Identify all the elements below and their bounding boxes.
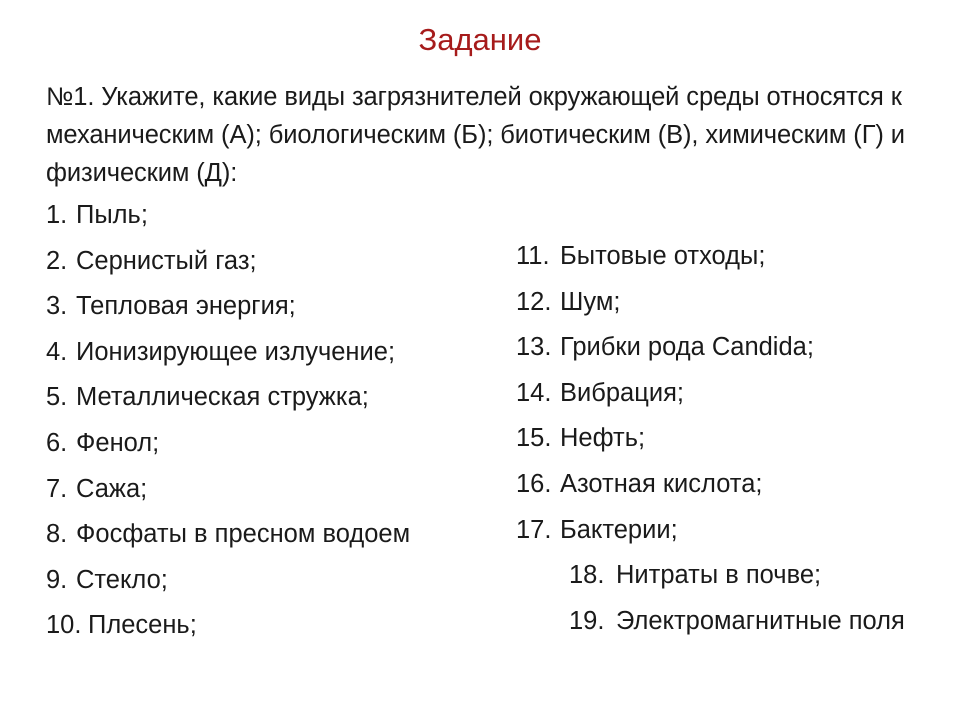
item-text: Фенол;: [76, 428, 160, 457]
pollutant-list-left: [46, 196, 410, 652]
item-text: Бытовые отходы;: [560, 242, 766, 270]
item-text: Бактерии;: [560, 515, 678, 544]
list-item: [516, 283, 905, 329]
list-item: [516, 374, 905, 420]
list-item: [46, 333, 410, 379]
item-number: 4.: [46, 337, 68, 366]
list-item: [46, 287, 410, 333]
item-number: 17.: [516, 515, 552, 544]
list-item: [46, 424, 410, 470]
item-number: 10.: [46, 611, 82, 640]
item-text: Плесень;: [88, 611, 197, 640]
list-item: [516, 602, 905, 648]
list-item: [516, 465, 905, 511]
item-text: Вибрация;: [560, 378, 684, 407]
item-text: Электромагнитные поля: [616, 606, 905, 635]
item-number: 7.: [46, 474, 68, 503]
item-text: Фосфаты в пресном водоем: [76, 520, 411, 549]
item-text: Шум;: [560, 287, 621, 316]
item-number: 2.: [46, 246, 68, 275]
list-item: [516, 511, 905, 557]
task-text: №1. Укажите, какие виды загрязнителей окружающей среды относятся к механическим (А); биологическим (Б); биотическим (В), химическим (Г) и физическим (Д):: [46, 83, 905, 187]
item-text: Ионизирующее излучение;: [76, 337, 396, 366]
item-number: 5.: [46, 383, 68, 412]
item-text: Тепловая энергия;: [76, 292, 296, 321]
slide-title: Задание: [418, 22, 542, 57]
item-number: 9.: [46, 565, 68, 594]
list-item: [516, 419, 905, 465]
item-text: Нефть;: [560, 424, 646, 453]
item-number: 12.: [516, 287, 552, 316]
item-number: 14.: [516, 378, 552, 407]
item-text: Грибки рода Candida;: [560, 333, 814, 362]
item-number: 3.: [46, 292, 68, 321]
list-item: [46, 606, 410, 652]
item-number: 16.: [516, 469, 552, 498]
item-text: Нитраты в почве;: [616, 561, 822, 590]
item-text: Азотная кислота;: [560, 469, 763, 498]
list-item: [516, 556, 905, 602]
item-number: 15.: [516, 424, 552, 453]
list-item: [46, 470, 410, 516]
list-item: [516, 328, 905, 374]
list-item: [46, 242, 410, 288]
pollutant-list-right: [516, 237, 905, 647]
item-number: 8.: [46, 520, 68, 549]
item-number: 1.: [46, 201, 68, 229]
item-text: Стекло;: [76, 565, 168, 594]
item-text: Сернистый газ;: [76, 246, 257, 275]
item-text: Металлическая стружка;: [76, 383, 369, 412]
item-number: 6.: [46, 428, 68, 457]
item-text: Сажа;: [76, 474, 148, 503]
list-item: [516, 237, 905, 283]
list-item: [46, 515, 410, 561]
list-item: [46, 378, 410, 424]
item-number: 13.: [516, 333, 552, 362]
item-text: Пыль;: [76, 201, 148, 229]
item-number: 19.: [569, 606, 605, 635]
list-item: [46, 196, 410, 242]
item-number: 11.: [516, 242, 550, 270]
item-number: 18.: [569, 561, 605, 590]
list-item: [46, 561, 410, 607]
